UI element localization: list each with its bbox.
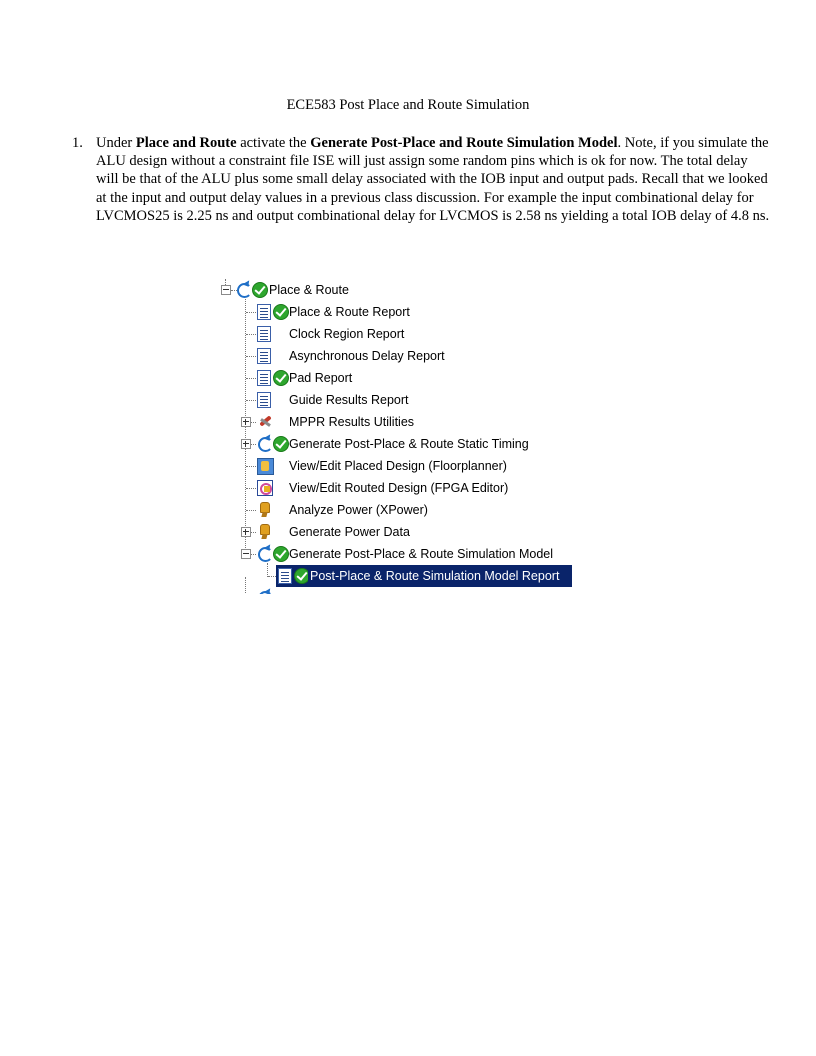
- collapse-toggle[interactable]: [221, 285, 231, 295]
- step-bold-place-and-route: Place and Route: [135, 135, 237, 151]
- tree-connector: [246, 488, 256, 489]
- tree-item-async-delay-report[interactable]: [220, 345, 580, 367]
- report-icon: [257, 304, 271, 320]
- tree-item-label: Place & Route: [269, 283, 349, 297]
- tree-connector: [246, 510, 256, 511]
- tree-item-guide-results-report[interactable]: [220, 389, 580, 411]
- tree-item-floorplanner[interactable]: [220, 455, 580, 477]
- tree-item-label: View/Edit Routed Design (FPGA Editor): [289, 481, 509, 495]
- fpga-editor-icon: [257, 480, 273, 496]
- tree-item-label: Generate Post-Place & Route Static Timing: [289, 437, 529, 451]
- check-icon: [273, 436, 289, 452]
- step-number: 1.: [72, 135, 83, 151]
- tree-item-place-route-report[interactable]: [220, 301, 580, 323]
- tree-item-simulation-model-report[interactable]: [220, 565, 580, 587]
- expand-toggle[interactable]: [241, 527, 251, 537]
- tree-item-label: Pad Report: [289, 371, 353, 385]
- report-icon: [257, 326, 271, 342]
- process-tree: [220, 279, 580, 594]
- report-icon: [257, 348, 271, 364]
- tree-item-label: Asynchronous Delay Report: [289, 349, 445, 363]
- tree-item-label: Generate Post-Place & Route Simulation Model: [289, 547, 554, 561]
- collapse-toggle[interactable]: [241, 549, 251, 559]
- refresh-icon: [236, 282, 252, 298]
- power-icon: [258, 502, 270, 518]
- tree-item-mppr-results-utilities[interactable]: [220, 411, 580, 433]
- floorplanner-icon: [257, 458, 274, 475]
- tree-item-cutoff: [220, 587, 580, 594]
- step-rest: . Note, if you simulate the ALU design without a constraint file ISE will just assign some random pins which is ok for now. The total delay will be that of the ALU plus some small delay associated with the IOB input and output pads. Recall that we looked at the input and output delay values in a previous class discussion. For example the input combinational delay for LVCMOS25 is 2.25 ns and output combinational delay for LVCMOS is 2.58 ns yielding a total IOB delay of 4.8 ns.: [96, 135, 770, 224]
- tree-item-label: Guide Results Report: [289, 393, 409, 407]
- tree-item-analyze-power[interactable]: [220, 499, 580, 521]
- report-icon: [257, 370, 271, 386]
- power-icon: [258, 524, 270, 540]
- refresh-icon: [257, 590, 273, 594]
- tree-connector: [246, 378, 256, 379]
- check-icon: [273, 546, 289, 562]
- report-icon: [278, 568, 292, 584]
- tree-item-label: Analyze Power (XPower): [289, 503, 428, 517]
- tree-connector: [246, 466, 256, 467]
- tree-item-place-route[interactable]: [220, 279, 580, 301]
- tree-item-simulation-model[interactable]: [220, 543, 580, 565]
- refresh-icon: [257, 546, 273, 562]
- tree-item-label: View/Edit Placed Design (Floorplanner): [289, 459, 507, 473]
- instruction-step-1: [72, 134, 772, 225]
- tree-item-label: Generate Power Data: [289, 525, 410, 539]
- tree-item-label: Place & Route Report: [289, 305, 410, 319]
- report-icon: [257, 392, 271, 408]
- tree-item-label: Post-Place & Route Simulation Model Report: [308, 566, 561, 586]
- refresh-icon: [257, 436, 273, 452]
- tree-item-label: MPPR Results Utilities: [289, 415, 415, 429]
- step-text: [96, 134, 772, 225]
- tree-item-generate-power-data[interactable]: [220, 521, 580, 543]
- step-bold-generate-model: Generate Post-Place and Route Simulation Model: [310, 135, 618, 151]
- check-icon: [273, 304, 289, 320]
- expand-toggle[interactable]: [241, 417, 251, 427]
- tree-connector: [251, 444, 256, 445]
- check-icon: [273, 370, 289, 386]
- tools-icon: [257, 414, 273, 430]
- tree-item-label: Clock Region Report: [289, 327, 405, 341]
- tree-connector: [246, 334, 256, 335]
- tree-connector: [246, 356, 256, 357]
- step-mid: activate the: [236, 135, 311, 151]
- tree-connector: [246, 400, 256, 401]
- tree-item-clock-region-report[interactable]: [220, 323, 580, 345]
- tree-connector: [246, 312, 256, 313]
- tree-item-pad-report[interactable]: [220, 367, 580, 389]
- tree-connector: [251, 422, 256, 423]
- tree-item-fpga-editor[interactable]: [220, 477, 580, 499]
- expand-toggle[interactable]: [241, 439, 251, 449]
- tree-connector: [251, 554, 256, 555]
- tree-connector: [251, 532, 256, 533]
- document-title: ECE583 Post Place and Route Simulation: [286, 97, 530, 113]
- step-intro: Under: [96, 135, 136, 151]
- tree-item-static-timing[interactable]: [220, 433, 580, 455]
- check-icon: [252, 282, 268, 298]
